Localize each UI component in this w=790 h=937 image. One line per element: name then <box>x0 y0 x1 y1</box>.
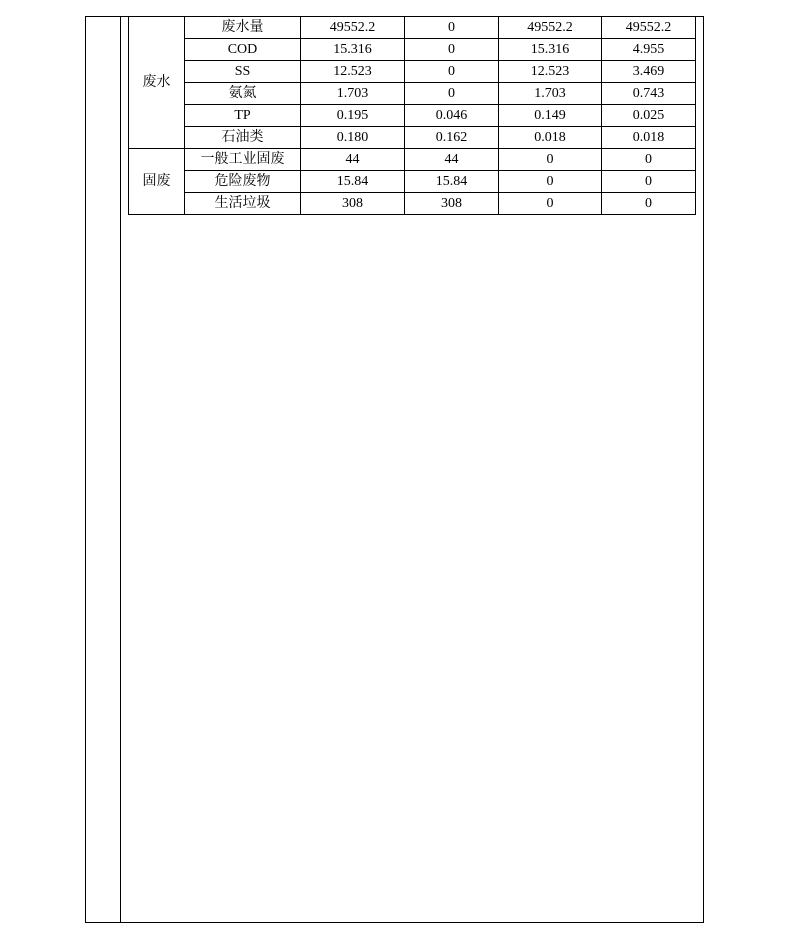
value-cell: 15.316 <box>301 39 405 61</box>
value-cell: 49552.2 <box>602 17 696 39</box>
value-cell: 0 <box>602 149 696 171</box>
table-row <box>129 193 696 215</box>
value-cell: 4.955 <box>602 39 696 61</box>
value-cell: 0.180 <box>301 127 405 149</box>
table-row <box>129 83 696 105</box>
item-cell: 石油类 <box>185 127 301 149</box>
value-cell: 0 <box>602 193 696 215</box>
item-cell: 一般工业固废 <box>185 149 301 171</box>
category-cell: 废水 <box>129 17 185 149</box>
value-cell: 0.162 <box>405 127 499 149</box>
value-cell: 3.469 <box>602 61 696 83</box>
left-column-divider <box>120 16 121 923</box>
table-row <box>129 105 696 127</box>
value-cell: 1.703 <box>301 83 405 105</box>
table-row <box>129 17 696 39</box>
value-cell: 12.523 <box>301 61 405 83</box>
value-cell: 0.046 <box>405 105 499 127</box>
value-cell: 0.195 <box>301 105 405 127</box>
table-row <box>129 127 696 149</box>
value-cell: 308 <box>405 193 499 215</box>
table-row <box>129 171 696 193</box>
value-cell: 0.743 <box>602 83 696 105</box>
value-cell: 0 <box>499 171 602 193</box>
item-cell: COD <box>185 39 301 61</box>
category-cell: 固废 <box>129 149 185 215</box>
value-cell: 0 <box>499 193 602 215</box>
emissions-table <box>128 17 696 215</box>
value-cell: 0 <box>405 61 499 83</box>
value-cell: 15.316 <box>499 39 602 61</box>
value-cell: 0.018 <box>602 127 696 149</box>
item-cell: 氨氮 <box>185 83 301 105</box>
value-cell: 0 <box>602 171 696 193</box>
value-cell: 15.84 <box>405 171 499 193</box>
value-cell: 49552.2 <box>301 17 405 39</box>
value-cell: 49552.2 <box>499 17 602 39</box>
item-cell: 生活垃圾 <box>185 193 301 215</box>
value-cell: 44 <box>301 149 405 171</box>
value-cell: 1.703 <box>499 83 602 105</box>
value-cell: 0 <box>499 149 602 171</box>
value-cell: 0.018 <box>499 127 602 149</box>
value-cell: 0 <box>405 83 499 105</box>
table-row <box>129 61 696 83</box>
value-cell: 0.149 <box>499 105 602 127</box>
value-cell: 0.025 <box>602 105 696 127</box>
value-cell: 44 <box>405 149 499 171</box>
value-cell: 308 <box>301 193 405 215</box>
value-cell: 12.523 <box>499 61 602 83</box>
table-row <box>129 149 696 171</box>
item-cell: 危险废物 <box>185 171 301 193</box>
value-cell: 15.84 <box>301 171 405 193</box>
value-cell: 0 <box>405 39 499 61</box>
item-cell: 废水量 <box>185 17 301 39</box>
table-row <box>129 39 696 61</box>
value-cell: 0 <box>405 17 499 39</box>
item-cell: TP <box>185 105 301 127</box>
item-cell: SS <box>185 61 301 83</box>
